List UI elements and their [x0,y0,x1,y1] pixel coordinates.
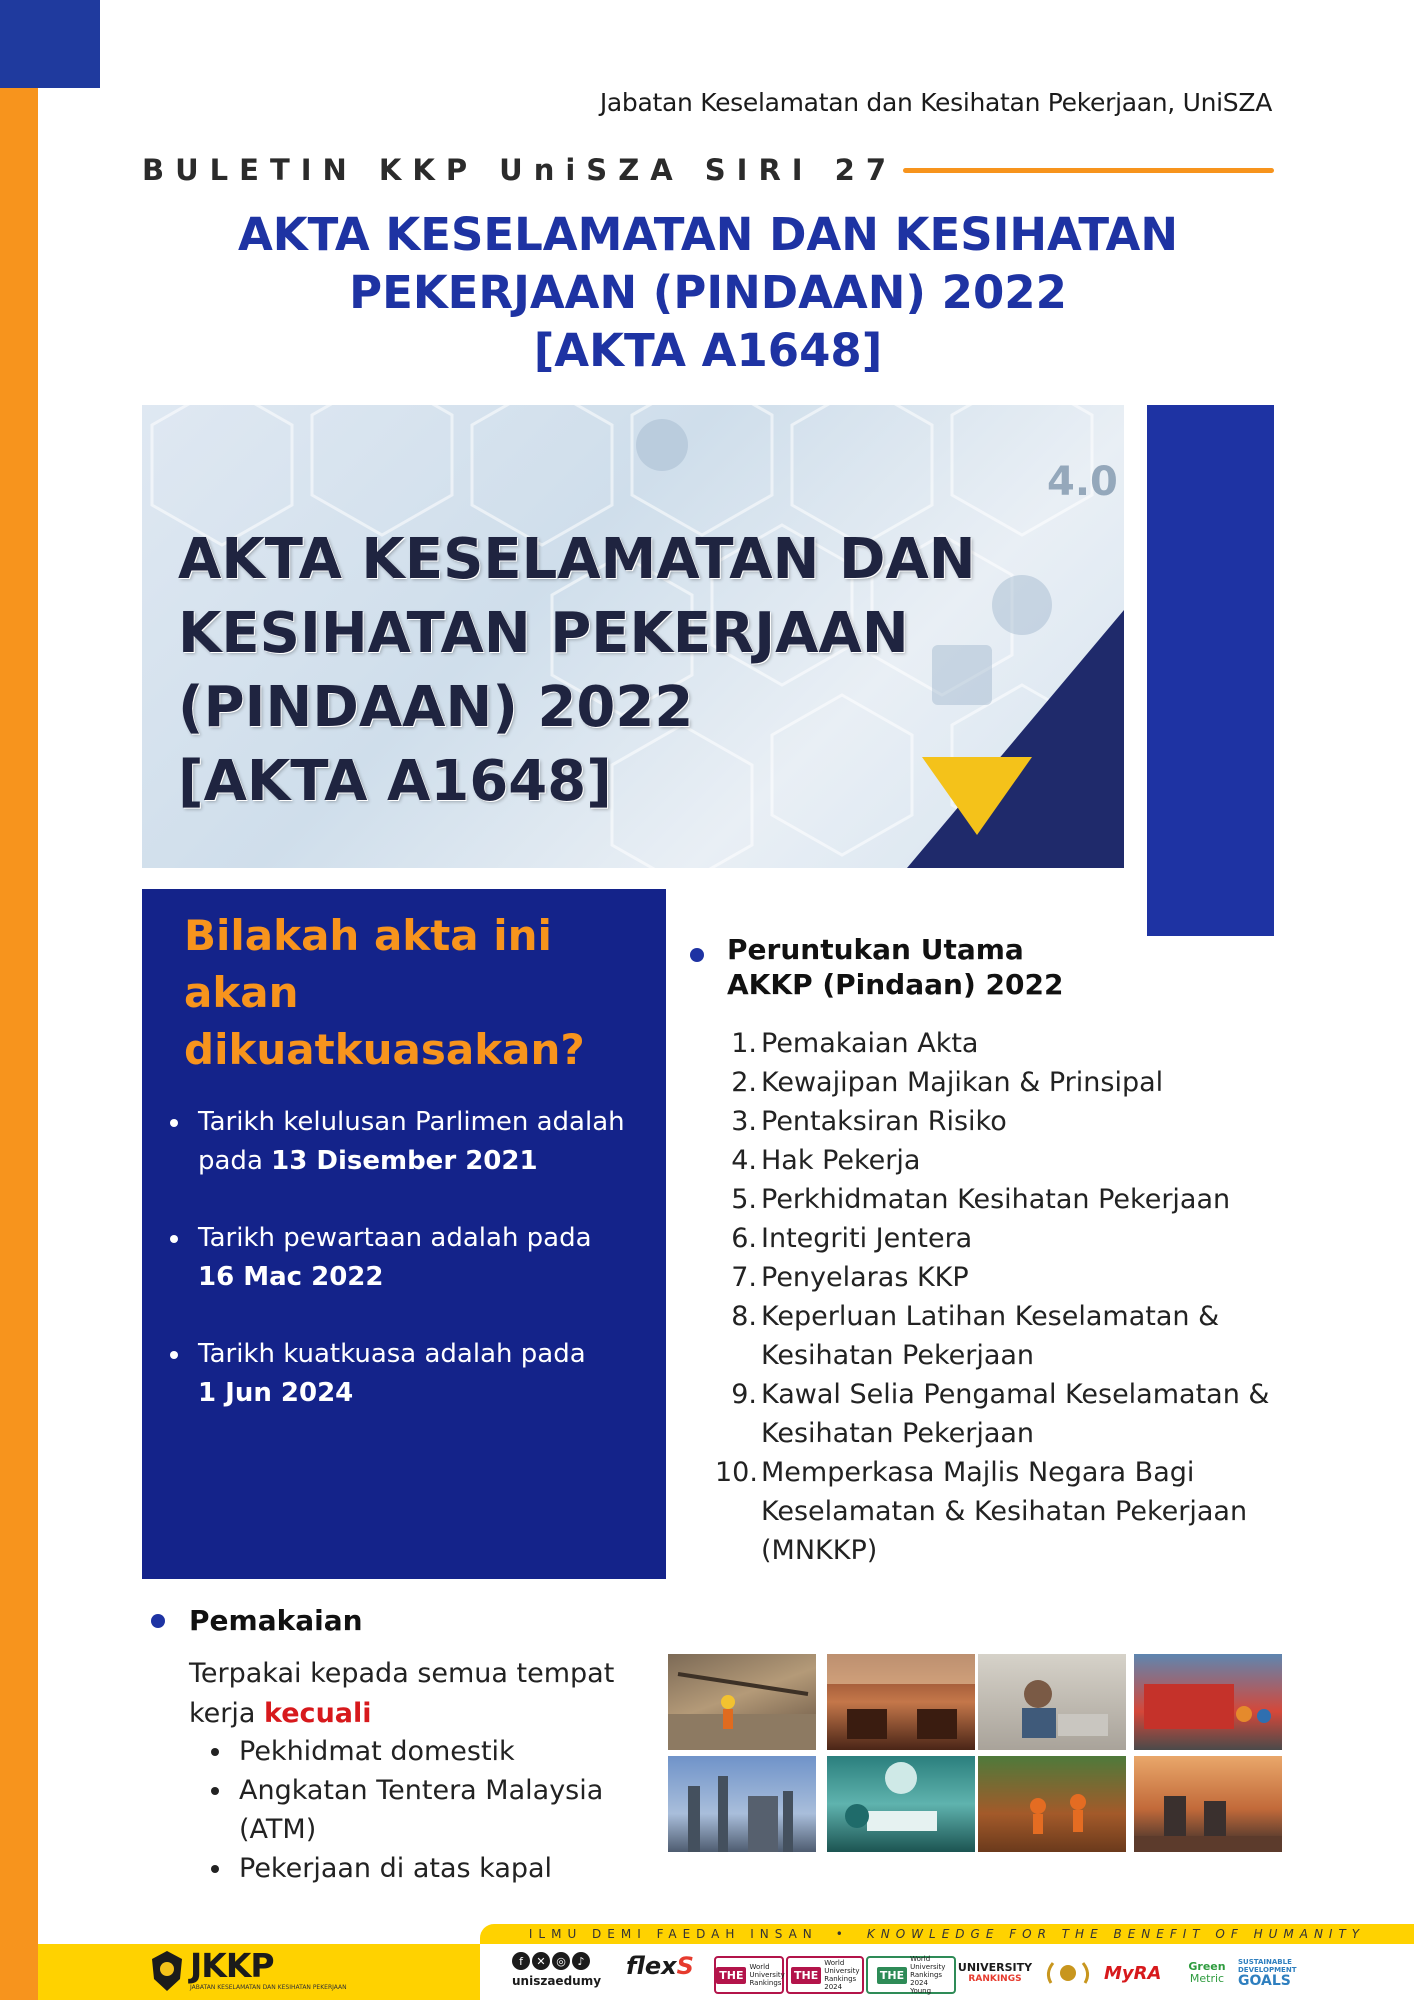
enforcement-heading-line: akan [184,968,299,1017]
page-title-line: [AKTA A1648] [533,324,883,377]
orange-side-bar [0,0,38,2000]
the-ranking-badge [786,1956,864,1994]
award-emblem [1040,1956,1096,1990]
photo-plantation-workers [978,1756,1126,1852]
provision-item: 4. Hak Pekerja [731,1145,921,1176]
exception-item: Pekerjaan di atas kapal [205,1849,665,1888]
motto-english: KNOWLEDGE FOR THE BENEFIT OF HUMANITY [866,1927,1366,1941]
social-links[interactable] [512,1952,620,1992]
bulletin-divider [903,168,1274,173]
bullet-icon [211,1748,219,1756]
provision-item: 3. Pentaksiran Risiko [731,1106,1007,1137]
photo-power-plant-sunset [1134,1756,1282,1852]
navy-pillar [1147,405,1274,936]
bullet-icon [170,1351,178,1359]
corner-navy-block [0,0,100,88]
enforcement-heading [184,907,654,1078]
myra-logo: MyRA [1104,1962,1162,1984]
qs-ranking-badge: UNIVERSITY RANKINGS [960,1956,1030,1990]
bulletin-series: BULETIN KKP UniSZA SIRI 27 [142,153,898,187]
exception-item: Angkatan Tentera Malaysia (ATM) [205,1771,665,1849]
the-ranking-badge [866,1956,956,1994]
jkkp-subtitle: JABATAN KESELAMATAN DAN KESIHATAN PEKERJAAN [190,1984,347,1991]
exception-highlight: kecuali [264,1698,372,1729]
photo-oil-refinery [668,1756,816,1852]
crest-icon [148,1949,186,1993]
the-tag: THE [791,1967,821,1984]
tiktok-icon[interactable]: ♪ [572,1952,590,1970]
flexs-logo: flexS [626,1952,694,1980]
jkkp-wordmark: JKKP [190,1946,274,1985]
bullet-icon [211,1865,219,1873]
jkkp-logo [148,1946,347,1996]
provisions-title-line: Peruntukan Utama [727,933,1024,966]
banner-title-line: AKTA KESELAMATAN DAN [178,527,976,592]
bullet-icon [690,948,704,962]
motto-separator-icon: • [835,1927,849,1941]
provision-item: 9. Kawal Selia Pengamal Keselamatan & Kesihatan Pekerjaan [731,1379,1270,1449]
photo-office-worker [978,1654,1126,1750]
industry-4-badge: 4.0 [1047,459,1118,505]
banner-title-line: [AKTA A1648] [178,749,612,814]
enforcement-date-item: Tarikh pewartaan adalah pada 16 Mac 2022 [170,1219,666,1297]
banner-title [178,523,976,819]
exceptions-list [205,1732,665,1888]
provision-item: 6. Integriti Jentera [731,1223,973,1254]
the-tag: THE [716,1967,746,1984]
photo-surgery-room [827,1756,975,1852]
title-banner [142,405,1124,868]
enforcement-heading-line: dikuatkuasakan? [184,1025,585,1074]
banner-title-line: (PINDAAN) 2022 [178,675,694,740]
x-twitter-icon[interactable]: ✕ [532,1952,550,1970]
provision-item: 5. Perkhidmatan Kesihatan Pekerjaan [731,1184,1231,1215]
facebook-icon[interactable]: f [512,1952,530,1970]
enforcement-panel [142,889,666,1579]
bullet-icon [151,1614,165,1628]
provisions-title [727,932,1063,1002]
application-description: Terpakai kepada semua tempat kerja kecuali [189,1658,615,1729]
department-name: Jabatan Keselamatan dan Kesihatan Pekerjaan, UniSZA [599,88,1272,117]
provisions-title-line: AKKP (Pindaan) 2022 [727,968,1064,1001]
page-title-line: AKTA KESELAMATAN DAN KESIHATAN [237,208,1179,261]
page-title [142,206,1274,380]
enforcement-date-item: Tarikh kuatkuasa adalah pada 1 Jun 2024 [170,1335,666,1413]
page-title-line: PEKERJAAN (PINDAAN) 2022 [349,266,1067,319]
exception-item: Pekhidmat domestik [205,1732,665,1771]
provision-item: 8. Keperluan Latihan Keselamatan & Kesihatan Pekerjaan [731,1301,1220,1371]
bullet-icon [211,1787,219,1795]
laurel-emblem-icon [1043,1957,1093,1989]
banner-title-line: KESIHATAN PEKERJAAN [178,601,909,666]
photo-restaurant [827,1654,975,1750]
enforcement-dates [170,1103,666,1451]
bulletin-row [142,150,1274,190]
photo-construction-site [668,1654,816,1750]
motto-malay: ILMU DEMI FAEDAH INSAN [528,1927,818,1941]
instagram-icon[interactable]: ◎ [552,1952,570,1970]
bullet-icon [170,1119,178,1127]
provision-item: 10. Memperkasa Majlis Negara Bagi Keselamatan & Kesihatan Pekerjaan (MNKKP) [715,1457,1248,1566]
enforcement-date-item: Tarikh kelulusan Parlimen adalah pada 13 Disember 2021 [170,1103,666,1181]
provisions-list [715,1024,1295,1570]
the-label: World University Rankings 2024 [824,1959,860,1991]
enforcement-heading-line: Bilakah akta ini [184,911,552,960]
provision-item: 2. Kewajipan Majikan & Prinsipal [731,1067,1164,1098]
the-tag: THE [877,1967,907,1984]
application-title: Pemakaian [189,1604,363,1637]
motto-strip [480,1924,1414,1944]
the-label: World University Rankings 2024 Young [910,1955,946,1995]
the-ranking-badge [714,1956,784,1994]
social-handle: uniszaedumy [512,1974,602,1988]
bullet-icon [170,1235,178,1243]
the-label: World University Rankings [749,1963,785,1987]
greenmetric-logo: Green Metric [1188,1960,1226,1985]
photo-food-truck [1134,1654,1282,1750]
provision-item: 7. Penyelaras KKP [731,1262,969,1293]
sdg-logo: SUSTAINABLE DEVELOPMENT GOALS [1238,1957,1297,1989]
provision-item: 1. Pemakaian Akta [731,1028,979,1059]
